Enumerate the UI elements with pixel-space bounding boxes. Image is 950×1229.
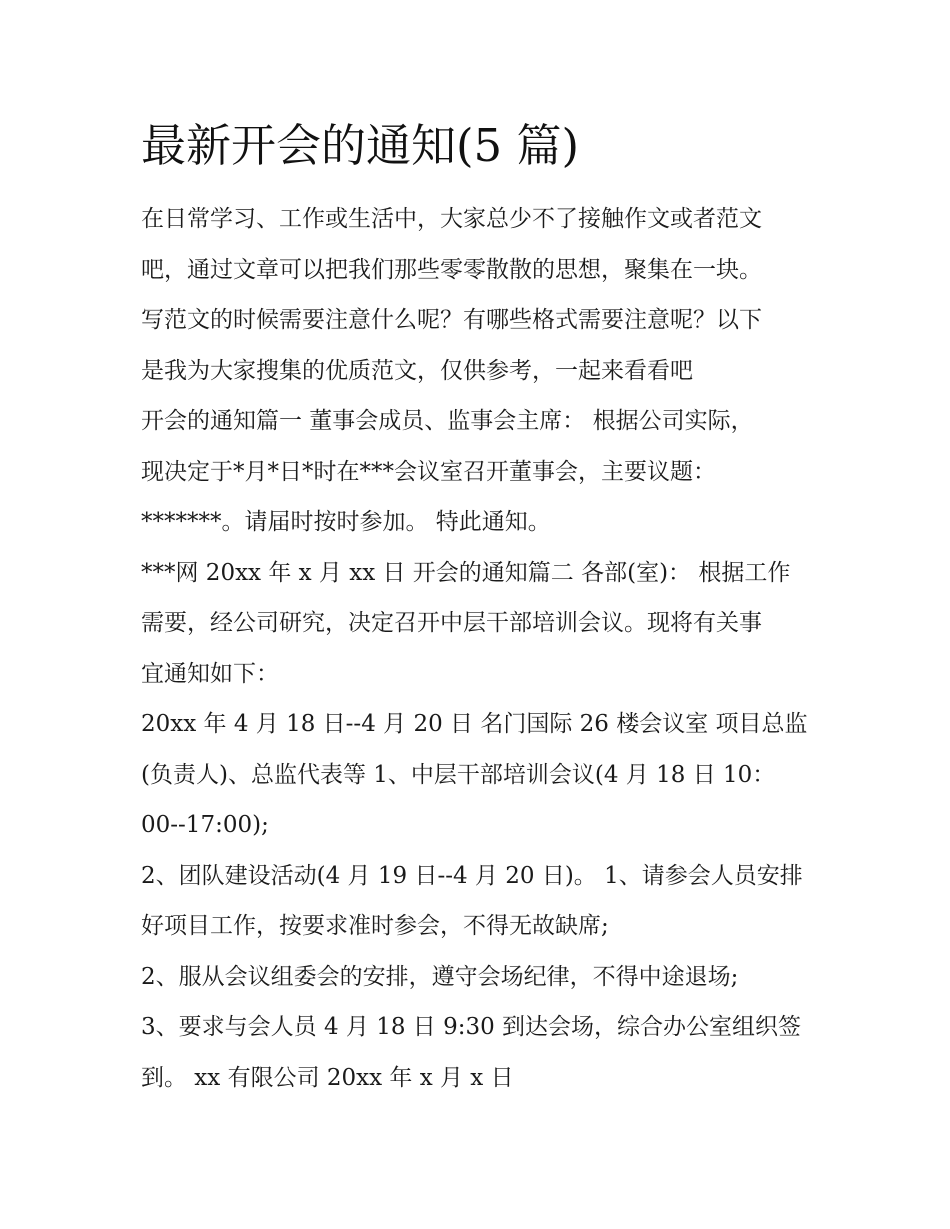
body-line: 20xx 年 4 月 18 日--4 月 20 日 名门国际 26 楼会议室 项目总监 <box>141 711 808 737</box>
body-line: 现决定于*月*日*时在***会议室召开董事会，主要议题： <box>141 458 716 485</box>
body-line: 宜通知如下： <box>141 660 279 687</box>
body-line: 好项目工作，按要求准时参会，不得无故缺席; <box>141 913 609 939</box>
body-line: 吧，通过文章可以把我们那些零零散散的思想，聚集在一块。 <box>141 256 762 283</box>
body-line: 3、要求与会人员 4 月 18 日 9:30 到达会场，综合办公室组织签 <box>141 1014 802 1040</box>
body-line: 2、团队建设活动(4 月 19 日--4 月 20 日)。 1、请参会人员安排 <box>141 862 803 889</box>
body-line: 写范文的时候需要注意什么呢？有哪些格式需要注意呢？以下 <box>141 307 762 333</box>
body-line: ***网 20xx 年 x 月 xx 日 开会的通知篇二 各部(室)： 根据工作 <box>141 559 791 586</box>
body-line: 需要，经公司研究，决定召开中层干部培训会议。现将有关事 <box>141 610 762 636</box>
body-line: 00--17:00); <box>141 812 269 838</box>
document-body <box>141 194 821 1103</box>
document-title: 最新开会的通知(5 篇) <box>141 119 580 172</box>
body-line: *******。请届时按时参加。 特此通知。 <box>141 509 551 535</box>
body-line: 在日常学习、工作或生活中，大家总少不了接触作文或者范文 <box>141 206 762 232</box>
body-line: 2、服从会议组委会的安排，遵守会场纪律，不得中途退场; <box>141 963 739 990</box>
body-line: 到。 xx 有限公司 20xx 年 x 月 x 日 <box>141 1064 514 1091</box>
body-line: 开会的通知篇一 董事会成员、监事会主席： 根据公司实际， <box>141 408 754 434</box>
body-line: 是我为大家搜集的优质范文，仅供参考，一起来看看吧 <box>141 357 693 384</box>
body-line: (负责人)、总监代表等 1、中层干部培训会议(4 月 18 日 10： <box>141 761 776 788</box>
